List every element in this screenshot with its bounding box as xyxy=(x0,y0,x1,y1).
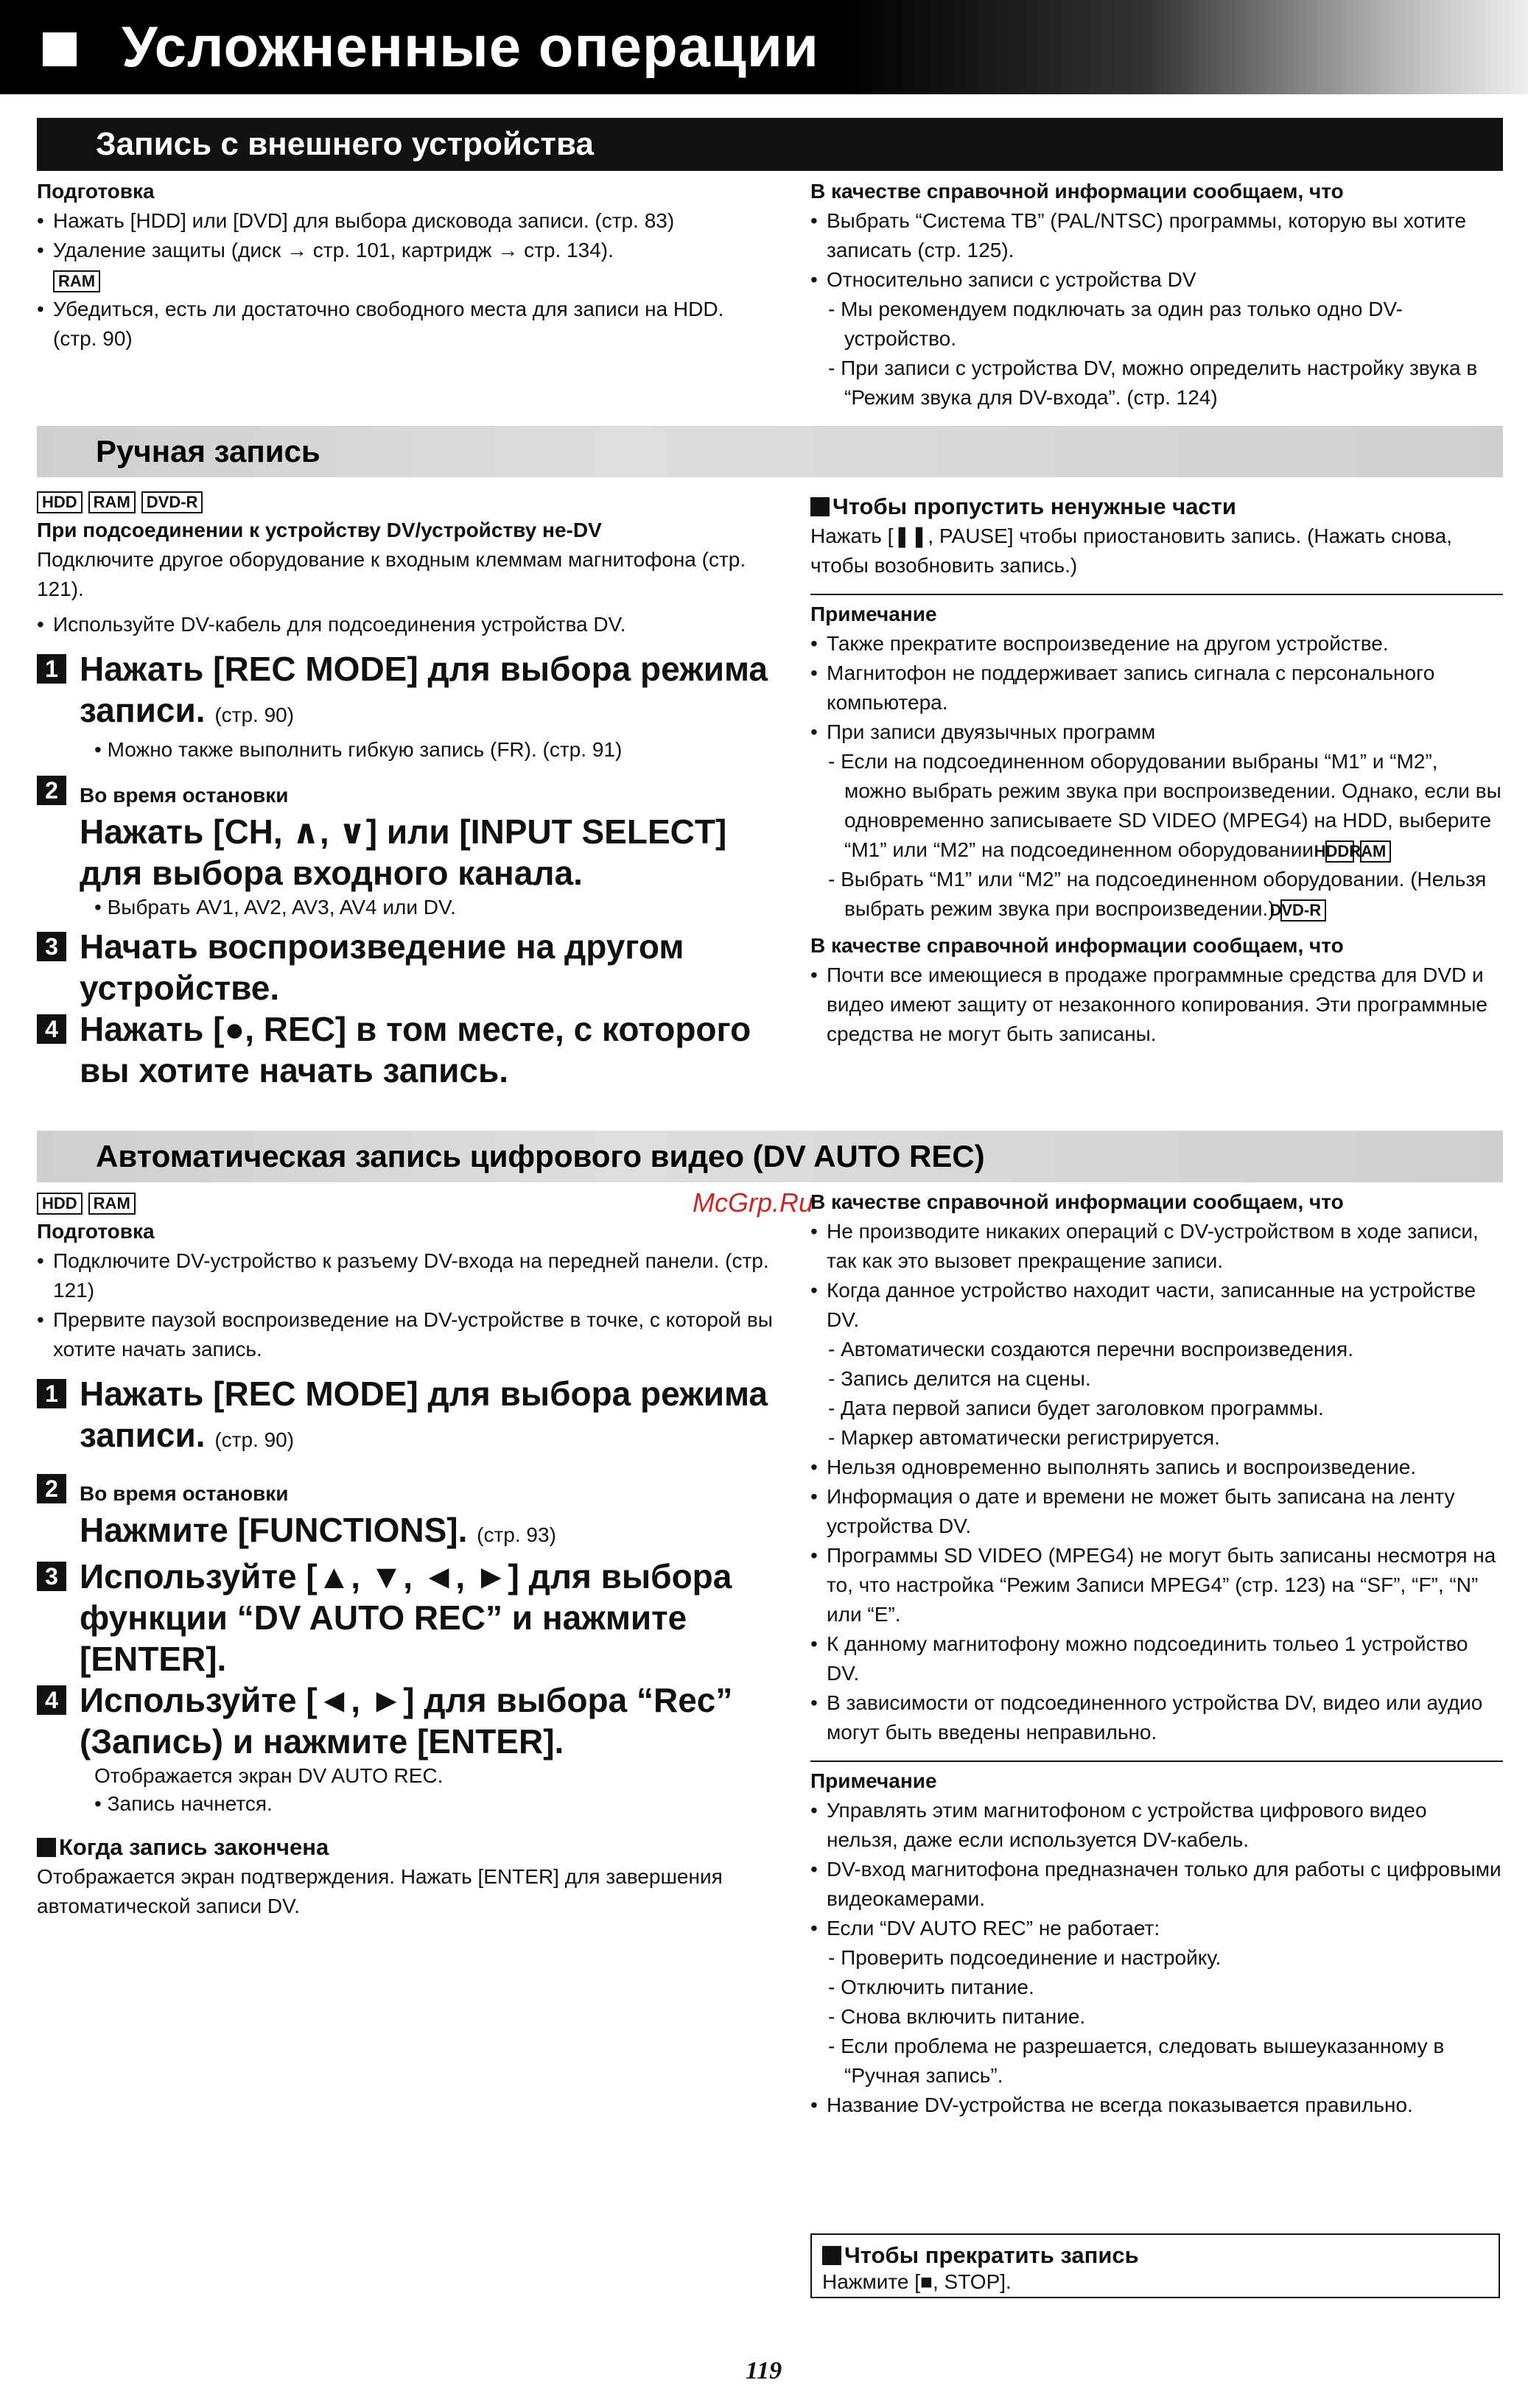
s3-note-item: • Если “DV AUTO REC” не работает: xyxy=(810,1914,1503,1943)
step-number-badge: 1 xyxy=(37,1379,66,1408)
step-text: Нажать [CH, ∧, ∨] или [INPUT SELECT] для выбора входного канала. xyxy=(80,812,727,892)
stop-heading: Чтобы прекратить запись xyxy=(844,2242,1139,2268)
s2-note-subitem: - Выбрать “M1” или “M2” на подсоединенном оборудовании. (Нельзя выбрать режим звука при воспроизведении.) DVD-R xyxy=(810,865,1503,924)
step-pre: Во время остановки xyxy=(80,784,289,807)
s1-ref-item: • Относительно записи с устройства DV xyxy=(810,265,1503,295)
section-bar-external xyxy=(37,118,1503,171)
s3-left-column xyxy=(37,1187,774,1921)
s3-done-heading: Когда запись закончена xyxy=(59,1834,329,1860)
s3-prep-item: • Подключите DV-устройство к разъему DV-входа на передней панели. (стр. 121) xyxy=(37,1246,774,1305)
s2-right-column xyxy=(810,492,1503,1049)
step-text: Нажмите [FUNCTIONS]. xyxy=(80,1511,468,1549)
step-subnote: • Можно также выполнить гибкую запись (FR). (стр. 91) xyxy=(94,738,623,761)
s3-ref-item: • Не производите никаких операций с DV-устройством в ходе записи, так как это вызовет прекращение записи. xyxy=(810,1217,1503,1276)
s3-prep-item: • Прервите паузой воспроизведение на DV-устройстве в точке, с которой вы хотите начать запись. xyxy=(37,1305,774,1364)
step-ref: (стр. 90) xyxy=(214,1428,295,1451)
s3-note-heading: Примечание xyxy=(810,1769,937,1792)
header-square-icon xyxy=(43,32,77,66)
step-number-badge: 2 xyxy=(37,1474,66,1503)
section-title-dv-auto-rec: Автоматическая запись цифрового видео (DV AUTO REC) xyxy=(96,1139,985,1173)
step-text: Нажать [●, REC] в том месте, с которого вы хотите начать запись. xyxy=(80,1010,751,1089)
s3-step-1 xyxy=(37,1373,774,1461)
s1-ref-subitem: - При записи с устройства DV, можно определить настройку звука в “Режим звука для DV-входа”. (стр. 124) xyxy=(810,354,1503,413)
s3-note-subitem: - Отключить питание. xyxy=(810,1973,1503,2002)
s1-left-column xyxy=(37,177,737,354)
s2-left-column xyxy=(37,486,774,1091)
step-number-badge: 4 xyxy=(37,1685,66,1715)
s3-ref-subitem: - Маркер автоматически регистрируется. xyxy=(810,1423,1503,1453)
section-title-external: Запись с внешнего устройства xyxy=(96,126,594,162)
ram-tag: RAM xyxy=(88,491,136,513)
s3-ref-item: • Когда данное устройство находит части, записанные на устройстве DV. xyxy=(810,1276,1503,1335)
s2-step-3 xyxy=(37,926,774,1008)
page-number: 119 xyxy=(746,2357,782,2384)
s1-ref-heading: В качестве справочной информации сообщаем, что xyxy=(810,180,1344,203)
ram-tag: RAM xyxy=(88,1193,136,1215)
s2-connect-heading: При подсоединении к устройству DV/устройству не-DV xyxy=(37,519,602,541)
divider xyxy=(810,1761,1503,1762)
s2-note-subitem: - Если на подсоединенном оборудовании выбраны “M1” и “M2”, можно выбрать режим звука при воспроизведении. Однако, если вы одновременно записываете SD VIDEO (MPEG4) на HDD, выберите “M1” или “M2” на подсоединенном оборудовании. HDDRAM xyxy=(810,747,1503,865)
hdd-tag: HDD xyxy=(1325,840,1355,863)
s3-ref-item: • К данному магнитофону можно подсоединить тольео 1 устройство DV. xyxy=(810,1629,1503,1688)
s1-prep-heading: Подготовка xyxy=(37,180,155,203)
s3-ref-item: • Программы SD VIDEO (MPEG4) не могут быть записаны несмотря на то, что настройка “Режим Записи MPEG4” (стр. 123) на “SF”, “F”, “N” или “E”. xyxy=(810,1541,1503,1629)
page-title: Усложненные операции xyxy=(122,14,819,79)
s1-right-column xyxy=(810,177,1503,413)
step-text: Нажать [REC MODE] для выбора режима записи. xyxy=(80,1375,768,1454)
s2-ref-heading: В качестве справочной информации сообщаем, что xyxy=(810,934,1344,957)
s2-note-item: • При записи двуязычных программ xyxy=(810,717,1503,747)
s1-prep-item: • Убедиться, есть ли достаточно свободного места для записи на HDD. (стр. 90) xyxy=(37,295,737,354)
watermark: McGrp.Ru xyxy=(693,1187,814,1218)
s3-ref-item: • В зависимости от подсоединенного устройства DV, видео или аудио могут быть введены неправильно. xyxy=(810,1688,1503,1747)
ram-tag: RAM xyxy=(1360,840,1391,863)
section-bar-dv-auto-rec xyxy=(37,1131,1503,1182)
step-number-badge: 3 xyxy=(37,932,66,961)
step-subnote: Отображается экран DV AUTO REC. xyxy=(94,1764,444,1787)
s3-step-4 xyxy=(37,1679,774,1762)
s3-step-2 xyxy=(37,1468,774,1509)
s2-step-2 xyxy=(37,770,774,811)
s2-connect-item: • Используйте DV-кабель для подсоединения устройства DV. xyxy=(37,610,774,639)
hdd-tag: HDD xyxy=(37,491,83,513)
square-bullet-icon xyxy=(822,2246,841,2265)
step-number-badge: 2 xyxy=(37,776,66,805)
s3-ref-heading: В качестве справочной информации сообщаем, что xyxy=(810,1190,1344,1213)
s2-note-item: • Также прекратите воспроизведение на другом устройстве. xyxy=(810,629,1503,659)
s3-step-2-text xyxy=(37,1509,774,1556)
s3-ref-item: • Информация о дате и времени не может быть записана на ленту устройства DV. xyxy=(810,1482,1503,1541)
section-bar-manual xyxy=(37,426,1503,477)
step-subnote: • Выбрать AV1, AV2, AV3, AV4 или DV. xyxy=(94,896,456,919)
stop-text: Нажмите [■, STOP]. xyxy=(822,2270,1012,2293)
section-title-manual: Ручная запись xyxy=(96,434,320,468)
square-bullet-icon xyxy=(37,1838,56,1857)
step-ref: (стр. 93) xyxy=(477,1523,556,1546)
s3-note-subitem: - Если проблема не разрешается, следовать вышеуказанному в “Ручная запись”. xyxy=(810,2032,1503,2091)
s2-note-item: • Магнитофон не поддерживает запись сигнала с персонального компьютера. xyxy=(810,659,1503,717)
dvdr-tag: DVD-R xyxy=(1280,899,1326,922)
s3-ref-item: • Нельзя одновременно выполнять запись и воспроизведение. xyxy=(810,1453,1503,1482)
s2-connect-intro: Подключите другое оборудование к входным клеммам магнитофона (стр. 121). xyxy=(37,548,746,600)
step-ref: (стр. 90) xyxy=(214,703,295,726)
step-number-badge: 1 xyxy=(37,654,66,684)
divider xyxy=(810,594,1503,595)
step-number-badge: 4 xyxy=(37,1014,66,1044)
s3-note-item: • Название DV-устройства не всегда показывается правильно. xyxy=(810,2091,1503,2120)
s3-ref-subitem: - Дата первой записи будет заголовком программы. xyxy=(810,1394,1503,1423)
step-text: Нажать [REC MODE] для выбора режима записи. xyxy=(80,650,768,729)
s2-step-1 xyxy=(37,648,774,736)
ram-tag: RAM xyxy=(53,270,100,292)
s1-prep-item: • Удаление защиты (диск → стр. 101, картридж → стр. 134). xyxy=(37,236,737,265)
s3-note-subitem: - Проверить подсоединение и настройку. xyxy=(810,1943,1503,1973)
step-pre: Во время остановки xyxy=(80,1482,289,1505)
s3-step-3 xyxy=(37,1556,774,1679)
s3-prep-heading: Подготовка xyxy=(37,1220,155,1243)
s2-skip-text: Нажать [❚❚, PAUSE] чтобы приостановить запись. (Нажать снова, чтобы возобновить запись.) xyxy=(810,524,1453,577)
s1-ref-item: • Выбрать “Система ТВ” (PAL/NTSC) программы, которую вы хотите записать (стр. 125). xyxy=(810,206,1503,265)
s3-right-column xyxy=(810,1187,1503,2120)
s3-note-subitem: - Снова включить питание. xyxy=(810,2002,1503,2032)
s3-note-item: • DV-вход магнитофона предназначен только для работы с цифровыми видеокамерами. xyxy=(810,1855,1503,1914)
s2-skip-heading: Чтобы пропустить ненужные части xyxy=(833,494,1236,519)
step-subnote: • Запись начнется. xyxy=(94,1792,273,1815)
s3-ref-subitem: - Автоматически создаются перечни воспроизведения. xyxy=(810,1335,1503,1364)
s1-ref-subitem: - Мы рекомендуем подключать за один раз только одно DV-устройство. xyxy=(810,295,1503,354)
step-text: Используйте [▲, ▼, ◄, ►] для выбора функции “DV AUTO REC” и нажмите [ENTER]. xyxy=(80,1557,732,1678)
s3-ref-subitem: - Запись делится на сцены. xyxy=(810,1364,1503,1394)
s2-note-heading: Примечание xyxy=(810,603,937,625)
step-number-badge: 3 xyxy=(37,1562,66,1591)
s3-done-text: Отображается экран подтверждения. Нажать [ENTER] для завершения автоматической записи DV. xyxy=(37,1865,723,1917)
step-text: Используйте [◄, ►] для выбора “Rec” (Запись) и нажмите [ENTER]. xyxy=(80,1681,733,1761)
s2-ref-item: • Почти все имеющиеся в продаже программные средства для DVD и видео имеют защиту от незаконного копирования. Эти программные средства не могут быть записаны. xyxy=(810,961,1503,1049)
hdd-tag: HDD xyxy=(37,1193,83,1215)
s3-note-item: • Управлять этим магнитофоном с устройства цифрового видео нельзя, даже если используется DV-кабель. xyxy=(810,1796,1503,1855)
stop-recording-box xyxy=(810,2233,1500,2298)
square-bullet-icon xyxy=(810,497,830,516)
dvdr-tag: DVD-R xyxy=(141,491,203,513)
s1-prep-item: • Нажать [HDD] или [DVD] для выбора дисковода записи. (стр. 83) xyxy=(37,206,737,236)
s2-step-4 xyxy=(37,1008,774,1091)
step-text: Начать воспроизведение на другом устройстве. xyxy=(80,927,684,1007)
